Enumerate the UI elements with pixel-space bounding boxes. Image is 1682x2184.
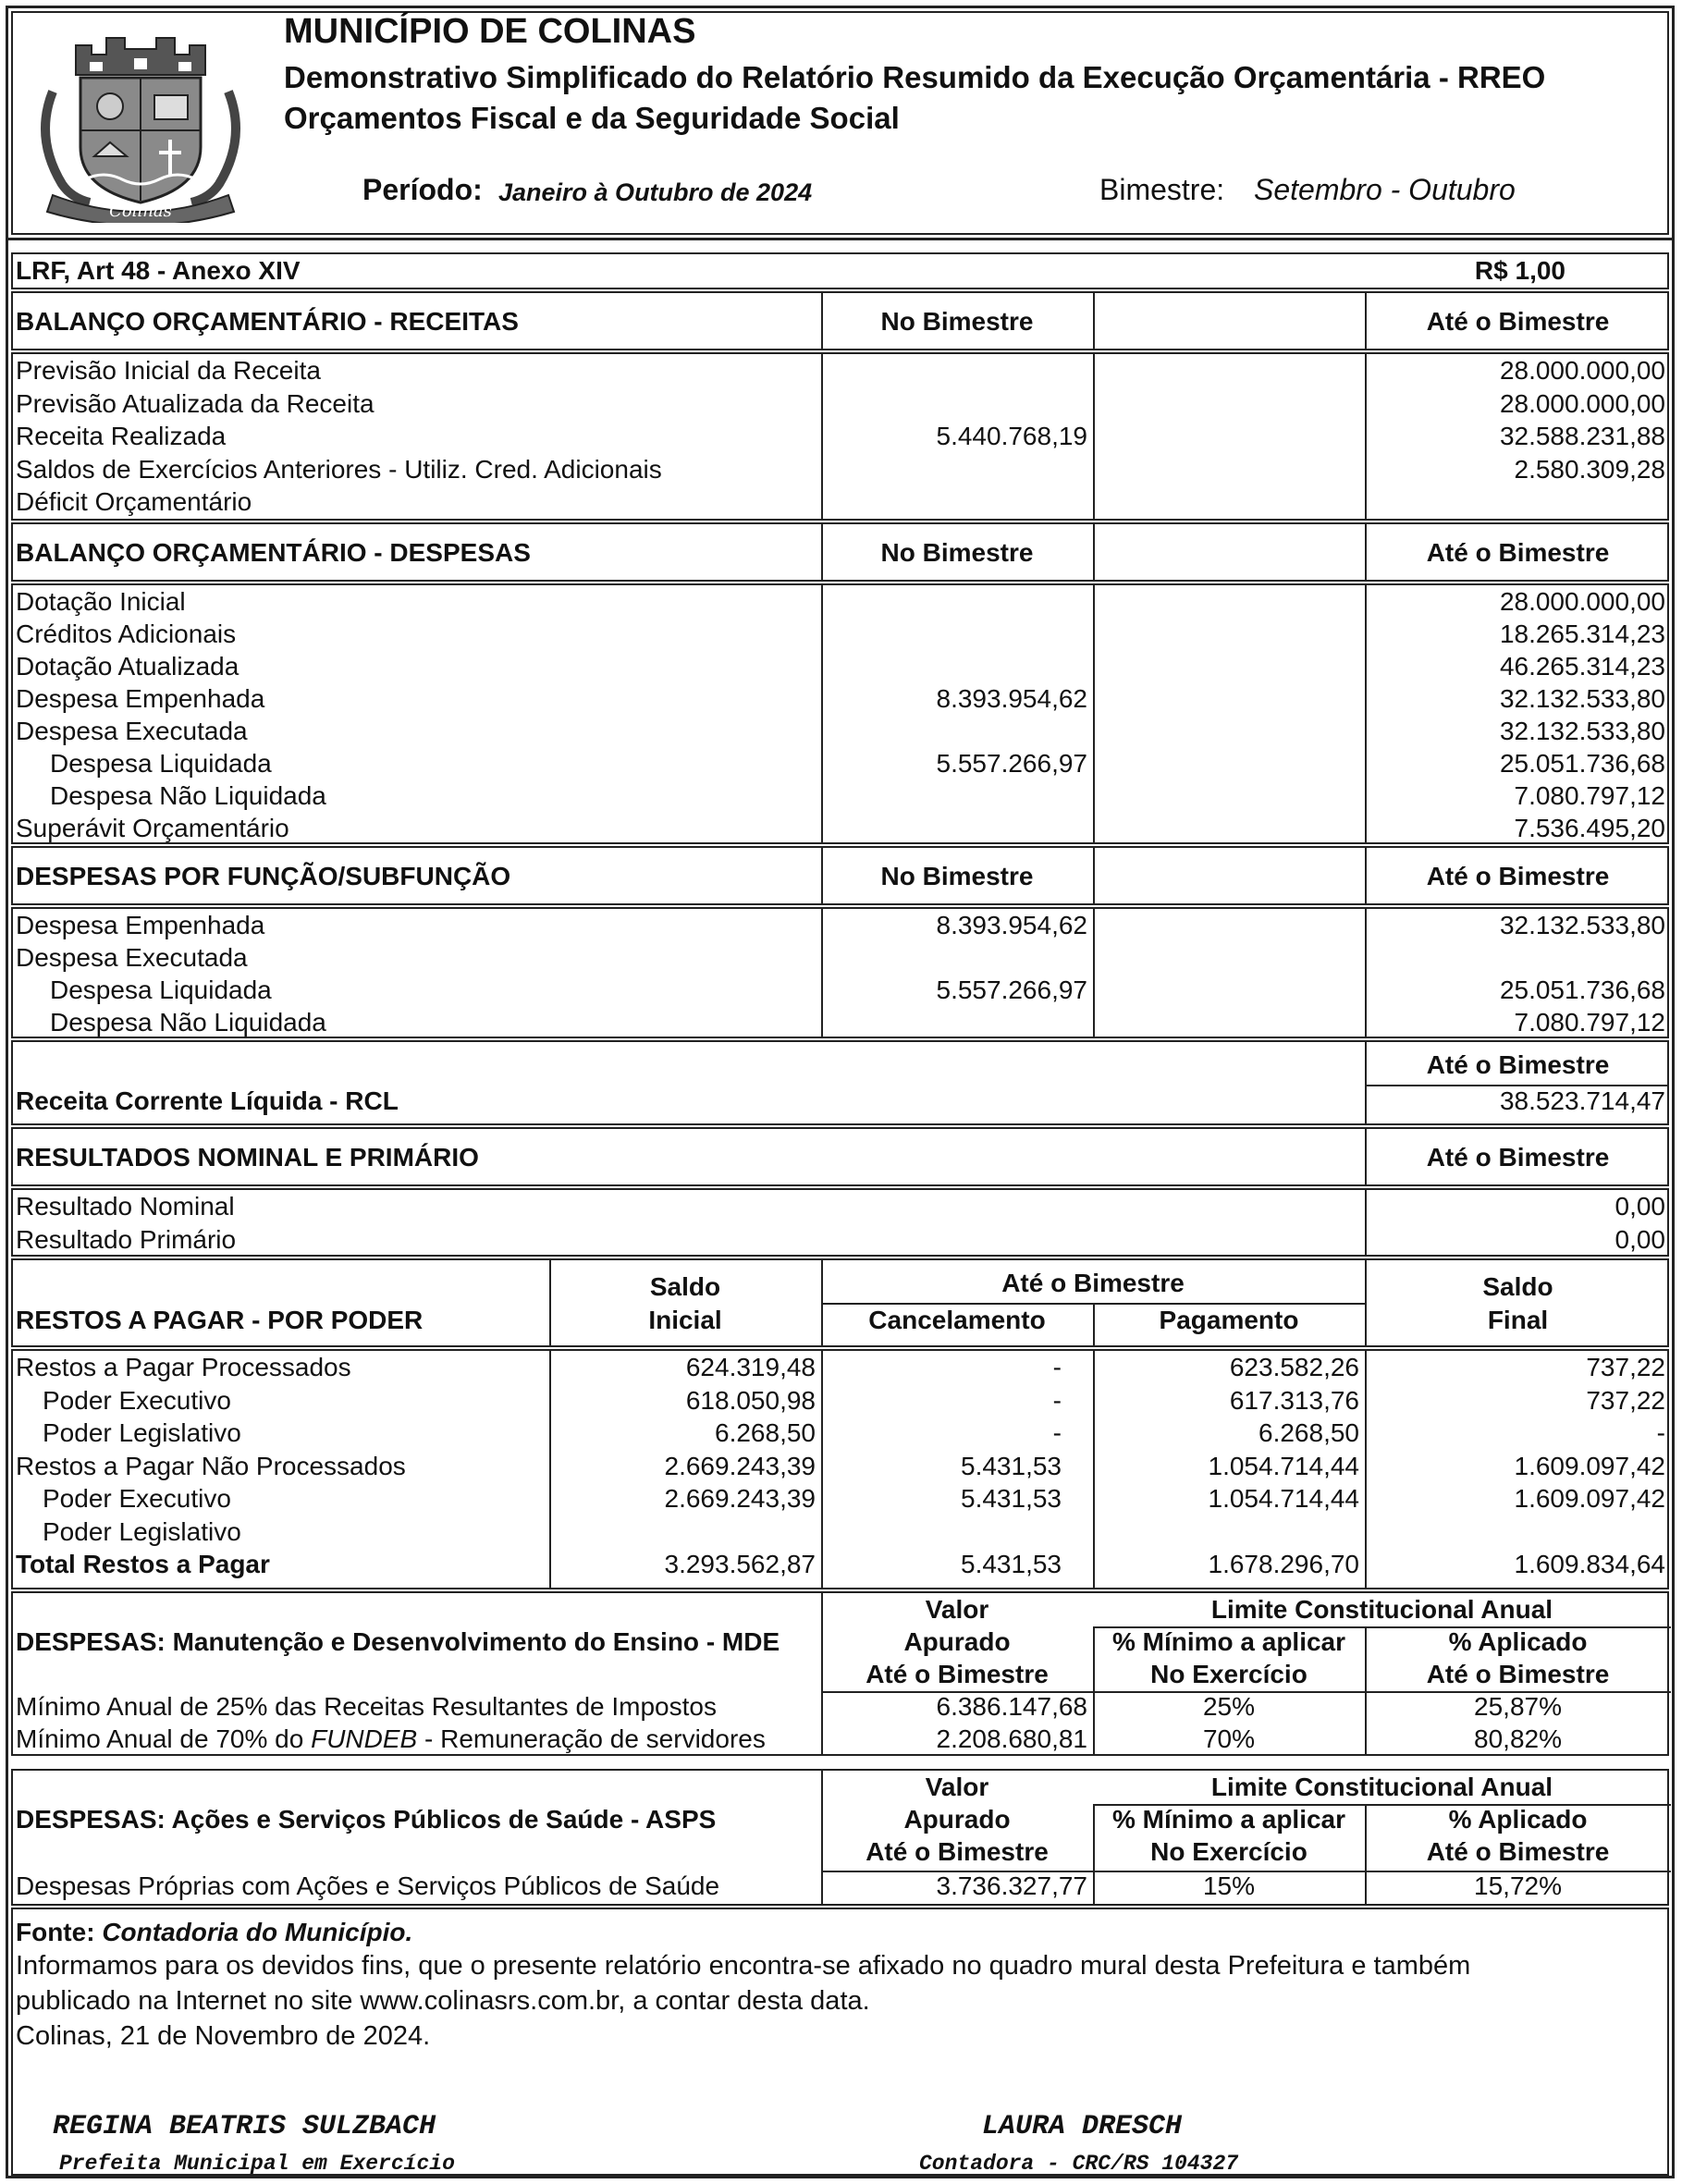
crest-ribbon-text: Colinas	[109, 202, 172, 221]
restos-col-saldo-ini-2: Inicial	[648, 1306, 722, 1334]
restos-row-cancelamento: 5.431,53	[961, 1550, 1062, 1578]
funcao-row-bim: 5.557.266,97	[936, 975, 1087, 1004]
mde-row2-min: 70%	[1202, 1724, 1256, 1753]
restos-row-pagamento: 6.268,50	[1258, 1418, 1359, 1447]
despesas-row-ate: 18.265.314,23	[1499, 620, 1665, 648]
restos-row-pagamento: 1.054.714,44	[1208, 1451, 1359, 1480]
despesas-row-ate: 25.051.736,68	[1499, 749, 1665, 778]
period-value: Janeiro à Outubro de 2024	[498, 178, 813, 206]
mde-col-min-1: % Mínimo a aplicar	[1111, 1627, 1346, 1656]
info-line-1: Informamos para os devidos fins, que o presente relatório encontra-se afixado no quadro mural desta Prefeitura e também	[16, 1951, 1471, 1981]
despesas-row-ate: 46.265.314,23	[1499, 652, 1665, 681]
restos-row-label: Poder Legislativo	[43, 1418, 241, 1447]
asps-row-label: Despesas Próprias com Ações e Serviços Públicos de Saúde	[16, 1871, 720, 1900]
place-date: Colinas, 21 de Novembro de 2024.	[16, 2021, 431, 2051]
resultados-header	[11, 1127, 1669, 1186]
receitas-col-ate: Até o Bimestre	[1426, 307, 1610, 336]
funcao-col-ate: Até o Bimestre	[1426, 862, 1610, 890]
despesas-row-ate: 32.132.533,80	[1499, 717, 1665, 745]
signature-2-name: LAURA DRESCH	[982, 2111, 1183, 2142]
report-footer	[11, 1908, 1669, 2176]
restos-row-saldo-final: 1.609.834,64	[1514, 1550, 1665, 1578]
restos-row-saldo-final: 1.609.097,42	[1514, 1484, 1665, 1513]
restos-row-label: Restos a Pagar Processados	[16, 1353, 351, 1381]
despesas-row-ate: 28.000.000,00	[1499, 587, 1665, 616]
restos-row-label: Poder Legislativo	[43, 1516, 241, 1546]
receitas-col-bim: No Bimestre	[880, 307, 1034, 336]
asps-col-limite: Limite Constitucional Anual	[1210, 1773, 1553, 1801]
asps-col-val-1: Valor	[925, 1773, 989, 1801]
receitas-row-label: Previsão Inicial da Receita	[16, 356, 321, 385]
lrf-label: LRF, Art 48 - Anexo XIV	[16, 256, 301, 285]
funcao-row-label: Despesa Empenhada	[16, 911, 265, 939]
mde-row2-value: 2.208.680,81	[936, 1724, 1087, 1753]
restos-row-pagamento: 623.582,26	[1229, 1353, 1359, 1381]
funcao-row-ate: 32.132.533,80	[1499, 911, 1665, 939]
funcao-row-bim: 8.393.954,62	[936, 911, 1087, 939]
report-subtitle-2: Orçamentos Fiscal e da Seguridade Social	[284, 101, 900, 135]
restos-row-saldo-inicial: 624.319,48	[685, 1353, 816, 1381]
restos-row-saldo-final: 737,22	[1586, 1353, 1665, 1381]
funcao-row-label: Despesa Liquidada	[50, 975, 272, 1004]
receitas-row-ate: 32.588.231,88	[1499, 422, 1665, 450]
mde-col-val-1: Valor	[925, 1595, 989, 1624]
funcao-row-ate: 7.080.797,12	[1514, 1008, 1665, 1037]
funcao-row-label: Despesa Não Liquidada	[50, 1008, 326, 1037]
restos-row-saldo-inicial: 618.050,98	[685, 1385, 816, 1415]
lrf-row	[11, 252, 1669, 289]
restos-table	[11, 1349, 1669, 1589]
signature-1-name: REGINA BEATRIS SULZBACH	[53, 2111, 436, 2142]
mde-row2-label: Mínimo Anual de 70% do FUNDEB - Remuneração de servidores	[16, 1724, 766, 1753]
resultados-row-label: Resultado Primário	[16, 1225, 237, 1254]
funcao-header	[11, 846, 1669, 905]
restos-col-pagamento: Pagamento	[1159, 1306, 1299, 1334]
mde-row1-min: 25%	[1202, 1692, 1256, 1721]
despesas-title: BALANÇO ORÇAMENTÁRIO - DESPESAS	[16, 538, 531, 567]
funcao-row-ate: 25.051.736,68	[1499, 975, 1665, 1004]
restos-row-cancelamento: -	[1052, 1418, 1062, 1447]
restos-row-saldo-inicial: 6.268,50	[715, 1418, 816, 1447]
mde-row1-value: 6.386.147,68	[936, 1692, 1087, 1721]
info-line-2: publicado na Internet no site www.colinasrs.com.br, a contar desta data.	[16, 1986, 870, 2016]
funcao-table	[11, 907, 1669, 1038]
bimestre-value: Setembro - Outubro	[1254, 173, 1516, 206]
receitas-row-bim: 5.440.768,19	[936, 422, 1087, 450]
restos-col-saldo-fin-1: Saldo	[1482, 1272, 1553, 1301]
restos-row-cancelamento: -	[1052, 1353, 1062, 1381]
rcl-value: 38.523.714,47	[1499, 1086, 1665, 1115]
asps-col-apl-1: % Aplicado	[1448, 1805, 1588, 1834]
asps-col-min-2: No Exercício	[1150, 1837, 1308, 1866]
restos-row-pagamento: 1.678.296,70	[1208, 1550, 1359, 1578]
rcl-col-ate: Até o Bimestre	[1426, 1050, 1610, 1079]
fonte-line: Fonte: Contadoria do Município.	[16, 1918, 413, 1946]
despesas-row-label: Dotação Inicial	[16, 587, 186, 616]
despesas-col-ate: Até o Bimestre	[1426, 538, 1610, 567]
receitas-row-label: Previsão Atualizada da Receita	[16, 388, 374, 418]
despesas-row-label: Dotação Atualizada	[16, 652, 239, 681]
asps-col-val-2: Apurado	[903, 1805, 1011, 1834]
restos-title: RESTOS A PAGAR - POR PODER	[16, 1306, 424, 1334]
receitas-title: BALANÇO ORÇAMENTÁRIO - RECEITAS	[16, 307, 519, 336]
rcl-label: Receita Corrente Líquida - RCL	[16, 1086, 399, 1115]
signature-2-role: Contadora - CRC/RS 104327	[919, 2152, 1239, 2176]
despesas-header	[11, 522, 1669, 582]
restos-row-cancelamento: 5.431,53	[961, 1451, 1062, 1480]
restos-row-cancelamento: -	[1052, 1385, 1062, 1415]
mde-title: DESPESAS: Manutenção e Desenvolvimento do Ensino - MDE	[16, 1627, 780, 1656]
despesas-row-label: Despesa Não Liquidada	[50, 781, 326, 810]
mde-col-limite: Limite Constitucional Anual	[1210, 1595, 1553, 1624]
asps-col-val-3: Até o Bimestre	[866, 1837, 1049, 1866]
despesas-row-label: Despesa Empenhada	[16, 684, 265, 713]
asps-col-min-1: % Mínimo a aplicar	[1111, 1805, 1346, 1834]
signature-1-role: Prefeita Municipal em Exercício	[59, 2152, 455, 2176]
restos-row-pagamento: 1.054.714,44	[1208, 1484, 1359, 1513]
asps-row-value: 3.736.327,77	[936, 1871, 1087, 1900]
municipal-crest-icon	[25, 18, 256, 223]
despesas-row-ate: 32.132.533,80	[1499, 684, 1665, 713]
resultados-row-ate: 0,00	[1614, 1225, 1665, 1254]
period-label: Período:	[362, 173, 483, 206]
page-title: MUNICÍPIO DE COLINAS	[284, 12, 696, 51]
despesas-table	[11, 583, 1669, 844]
restos-header	[11, 1258, 1669, 1347]
resultados-col-ate: Até o Bimestre	[1426, 1143, 1610, 1172]
despesas-row-ate: 7.536.495,20	[1514, 814, 1665, 842]
receitas-header	[11, 291, 1669, 350]
receitas-row-ate: 2.580.309,28	[1514, 454, 1665, 484]
report-header	[8, 8, 1672, 240]
funcao-col-bim: No Bimestre	[880, 862, 1034, 890]
restos-row-label: Poder Executivo	[43, 1385, 231, 1415]
rcl-section	[11, 1040, 1669, 1125]
asps-title: DESPESAS: Ações e Serviços Públicos de Saúde - ASPS	[16, 1805, 717, 1834]
resultados-title: RESULTADOS NOMINAL E PRIMÁRIO	[16, 1143, 479, 1172]
mde-row2-applied: 80,82%	[1474, 1724, 1562, 1753]
mde-col-min-2: No Exercício	[1150, 1660, 1308, 1688]
currency-label: R$ 1,00	[1474, 256, 1565, 285]
funcao-title: DESPESAS POR FUNÇÃO/SUBFUNÇÃO	[16, 862, 511, 890]
mde-col-val-2: Apurado	[903, 1627, 1011, 1656]
restos-row-cancelamento: 5.431,53	[961, 1484, 1062, 1513]
restos-col-cancelamento: Cancelamento	[868, 1306, 1046, 1334]
restos-col-saldo-fin-2: Final	[1487, 1306, 1549, 1334]
asps-section	[11, 1769, 1669, 1906]
despesas-row-label: Superávit Orçamentário	[16, 814, 289, 842]
resultados-row-ate: 0,00	[1614, 1192, 1665, 1221]
receitas-row-label: Saldos de Exercícios Anteriores - Utiliz. Cred. Adicionais	[16, 454, 662, 484]
despesas-row-label: Despesa Liquidada	[50, 749, 272, 778]
resultados-table	[11, 1188, 1669, 1257]
asps-col-apl-2: Até o Bimestre	[1426, 1837, 1610, 1866]
bimestre-label: Bimestre:	[1099, 173, 1225, 206]
restos-row-label: Total Restos a Pagar	[16, 1550, 270, 1578]
despesas-row-ate: 7.080.797,12	[1514, 781, 1665, 810]
restos-row-pagamento: 617.313,76	[1229, 1385, 1359, 1415]
restos-row-saldo-inicial: 2.669.243,39	[664, 1451, 816, 1480]
mde-row1-label: Mínimo Anual de 25% das Receitas Resultantes de Impostos	[16, 1692, 717, 1721]
mde-col-val-3: Até o Bimestre	[866, 1660, 1049, 1688]
receitas-row-label: Déficit Orçamentário	[16, 487, 252, 516]
restos-row-saldo-inicial: 2.669.243,39	[664, 1484, 816, 1513]
restos-row-saldo-final: 737,22	[1586, 1385, 1665, 1415]
receitas-row-ate: 28.000.000,00	[1499, 356, 1665, 385]
report-subtitle: Demonstrativo Simplificado do Relatório Resumido da Execução Orçamentária - RREO	[284, 60, 1546, 94]
mde-col-apl-1: % Aplicado	[1448, 1627, 1588, 1656]
despesas-col-bim: No Bimestre	[880, 538, 1034, 567]
restos-row-saldo-final: 1.609.097,42	[1514, 1451, 1665, 1480]
receitas-table	[11, 352, 1669, 521]
restos-col-saldo-ini-1: Saldo	[649, 1272, 721, 1301]
funcao-row-label: Despesa Executada	[16, 943, 248, 972]
restos-row-label: Restos a Pagar Não Processados	[16, 1451, 406, 1480]
report-page	[6, 6, 1675, 2178]
despesas-row-bim: 5.557.266,97	[936, 749, 1087, 778]
restos-row-saldo-final: -	[1656, 1418, 1665, 1447]
receitas-row-ate: 28.000.000,00	[1499, 388, 1665, 418]
mde-section	[11, 1591, 1669, 1756]
asps-row-applied: 15,72%	[1474, 1871, 1562, 1900]
asps-row-min: 15%	[1202, 1871, 1256, 1900]
restos-row-label: Poder Executivo	[43, 1484, 231, 1513]
mde-row1-applied: 25,87%	[1474, 1692, 1562, 1721]
mde-col-apl-2: Até o Bimestre	[1426, 1660, 1610, 1688]
despesas-row-label: Despesa Executada	[16, 717, 248, 745]
despesas-row-label: Créditos Adicionais	[16, 620, 237, 648]
resultados-row-label: Resultado Nominal	[16, 1192, 235, 1221]
restos-row-saldo-inicial: 3.293.562,87	[664, 1550, 816, 1578]
despesas-row-bim: 8.393.954,62	[936, 684, 1087, 713]
restos-col-ate: Até o Bimestre	[1001, 1269, 1185, 1297]
receitas-row-label: Receita Realizada	[16, 422, 227, 450]
